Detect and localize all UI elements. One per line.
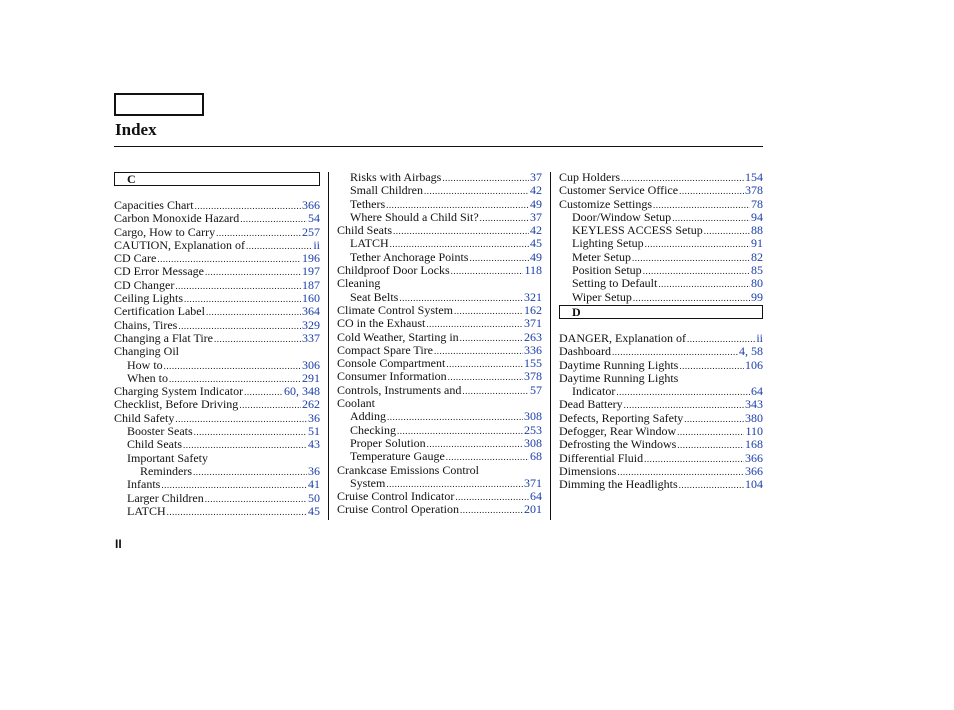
index-column-2 <box>337 171 542 517</box>
index-entry <box>114 252 320 265</box>
page-link[interactable]: 80 <box>751 276 763 291</box>
entry-label: Child Seats <box>127 437 183 452</box>
index-entry <box>337 224 542 237</box>
index-entry <box>559 332 763 345</box>
index-entry <box>337 437 542 450</box>
dot-leader <box>194 426 307 439</box>
index-entry <box>337 251 542 264</box>
index-entry <box>337 357 542 370</box>
index-entry <box>114 305 320 318</box>
index-entry <box>337 237 542 250</box>
entry-label: Wiper Setup <box>572 289 632 304</box>
entry-label: Temperature Gauge <box>350 449 445 464</box>
entry-label: Cleaning <box>337 276 381 291</box>
dot-leader <box>679 479 744 492</box>
index-entry <box>559 224 763 237</box>
dot-leader <box>679 185 744 198</box>
index-entry <box>114 452 320 465</box>
page-link[interactable]: 42 <box>530 183 542 198</box>
index-entry <box>559 251 763 264</box>
entry-label: DANGER, Explanation of <box>559 330 686 345</box>
page-link[interactable]: 60, 348 <box>284 384 320 399</box>
page-link[interactable]: 336 <box>524 342 542 357</box>
index-entry <box>337 384 542 397</box>
dot-leader <box>205 266 301 279</box>
page-link[interactable]: 321 <box>524 289 542 304</box>
title-rule <box>114 146 763 147</box>
page-link[interactable]: 168 <box>745 437 763 452</box>
entry-label: Defogger, Rear Window <box>559 424 677 439</box>
index-entry <box>559 198 763 211</box>
page-link[interactable]: 106 <box>745 357 763 372</box>
page-link[interactable]: 257 <box>302 224 320 239</box>
entry-label: Consumer Information <box>337 369 447 384</box>
dot-leader <box>469 252 529 265</box>
entry-label: Adding <box>350 409 386 424</box>
dot-leader <box>632 252 750 265</box>
index-entry <box>114 505 320 518</box>
entry-label: Reminders <box>140 463 192 478</box>
index-entry <box>114 425 320 438</box>
index-entry <box>114 239 320 252</box>
page-link[interactable]: 263 <box>524 329 542 344</box>
page-link[interactable]: 118 <box>524 263 542 278</box>
dot-leader <box>645 238 750 251</box>
entry-label: Setting to Default <box>572 276 658 291</box>
page-link[interactable]: 99 <box>751 289 763 304</box>
dot-leader <box>644 453 744 466</box>
index-entry <box>337 171 542 184</box>
entry-label: Defects, Reporting Safety <box>559 410 684 425</box>
dot-leader <box>424 185 529 198</box>
index-entry <box>559 359 763 372</box>
entry-label: Customize Settings <box>559 196 652 211</box>
dot-leader <box>387 411 523 424</box>
dot-leader <box>684 413 744 426</box>
page-link[interactable]: 253 <box>524 422 542 437</box>
dot-leader <box>244 386 283 399</box>
page-link[interactable]: 36 <box>308 463 320 478</box>
dot-leader <box>451 265 524 278</box>
index-entry <box>114 332 320 345</box>
dot-leader <box>164 360 301 373</box>
dot-leader <box>462 385 529 398</box>
page-link[interactable]: 364 <box>302 304 320 319</box>
entry-label: Child Seats <box>337 223 393 238</box>
page-link[interactable]: 371 <box>524 316 542 331</box>
entry-label: Defrosting the Windows <box>559 437 677 452</box>
entry-label: Risks with Airbags <box>350 170 442 184</box>
page-link[interactable]: ii <box>313 237 320 252</box>
page-link[interactable]: 291 <box>302 370 320 385</box>
page-link[interactable]: 343 <box>745 397 763 412</box>
entry-label: Larger Children <box>127 490 204 505</box>
index-entry <box>559 171 763 184</box>
entry-label: Climate Control System <box>337 302 453 317</box>
page-link[interactable]: 160 <box>302 291 320 306</box>
index-entry <box>114 412 320 425</box>
index-entry <box>337 477 542 490</box>
entry-label: Coolant <box>337 396 375 411</box>
section-header: C <box>114 172 320 186</box>
entry-label: Cup Holders <box>559 170 620 184</box>
index-entry <box>559 291 763 304</box>
page-link[interactable]: 37 <box>530 209 542 224</box>
entry-label: Daytime Running Lights <box>559 357 679 372</box>
entry-label: Dashboard <box>559 344 611 359</box>
index-column-1 <box>114 171 320 518</box>
dot-leader <box>446 358 523 371</box>
entry-label: Tether Anchorage Points <box>350 249 469 264</box>
page-link[interactable]: 49 <box>530 249 542 264</box>
index-entry <box>114 199 320 212</box>
entry-label: LATCH <box>350 236 389 251</box>
entry-label: Crankcase Emissions Control <box>337 462 479 477</box>
entry-label: Infants <box>127 477 161 492</box>
dot-leader <box>434 345 523 358</box>
entry-label: Changing Oil <box>114 344 179 359</box>
index-entry <box>114 319 320 332</box>
index-entry <box>337 304 542 317</box>
index-entry <box>559 412 763 425</box>
column-divider-1 <box>328 172 329 520</box>
entry-label: Childproof Door Locks <box>337 263 450 278</box>
entry-label: How to <box>127 357 163 372</box>
entry-label: System <box>350 475 386 490</box>
page-link[interactable]: 41 <box>308 477 320 492</box>
entry-label: Carbon Monoxide Hazard <box>114 211 240 226</box>
page-link[interactable]: 196 <box>302 251 320 266</box>
page-link[interactable]: 154 <box>745 170 763 184</box>
index-entry <box>337 211 542 224</box>
page-link[interactable]: 337 <box>302 330 320 345</box>
entry-label: Cold Weather, Starting in <box>337 329 459 344</box>
page-link[interactable]: ii <box>756 330 763 345</box>
page-link[interactable]: 94 <box>751 209 763 224</box>
index-entry <box>337 277 542 290</box>
page-title: Index <box>115 120 157 139</box>
entry-label: Controls, Instruments and <box>337 382 462 397</box>
index-entry <box>559 438 763 451</box>
dot-leader <box>167 506 307 519</box>
page-link[interactable]: 78 <box>751 196 763 211</box>
dot-leader <box>704 225 750 238</box>
index-entry <box>559 385 763 398</box>
page-link[interactable]: 262 <box>302 397 320 412</box>
index-entry <box>559 398 763 411</box>
entry-label: Indicator <box>572 384 616 399</box>
entry-label: CAUTION, Explanation of <box>114 237 245 252</box>
index-entry <box>559 184 763 197</box>
entry-label: Certification Label <box>114 304 205 319</box>
index-entry <box>337 464 542 477</box>
entry-label: Booster Seats <box>127 424 193 439</box>
entry-label: Seat Belts <box>350 289 399 304</box>
entry-label: CO in the Exhaust <box>337 316 426 331</box>
page-link[interactable]: 51 <box>308 424 320 439</box>
index-entry <box>114 385 320 398</box>
entry-label: Where Should a Child Sit? <box>350 209 479 224</box>
entry-label: Small Children <box>350 183 423 198</box>
dot-leader <box>175 413 307 426</box>
index-entry <box>337 397 542 410</box>
dot-leader <box>677 426 744 439</box>
index-entry <box>114 292 320 305</box>
index-entry <box>337 370 542 383</box>
entry-label: Important Safety <box>127 450 208 465</box>
index-entry <box>559 237 763 250</box>
page-link[interactable]: 380 <box>745 410 763 425</box>
page-link[interactable]: 45 <box>530 236 542 251</box>
page-link[interactable]: 155 <box>524 356 542 371</box>
page-link[interactable]: 64 <box>751 384 763 399</box>
page-link[interactable]: 85 <box>751 263 763 278</box>
dot-leader <box>214 333 301 346</box>
dot-leader <box>460 332 523 345</box>
page-link[interactable]: 366 <box>745 450 763 465</box>
page-link[interactable]: 308 <box>524 409 542 424</box>
page-link[interactable]: 4, 58 <box>739 344 763 359</box>
index-entry <box>337 264 542 277</box>
dot-leader <box>193 466 307 479</box>
dot-leader <box>205 493 307 506</box>
entry-label: Checklist, Before Driving <box>114 397 239 412</box>
dot-leader <box>175 280 301 293</box>
page-link[interactable]: 36 <box>308 410 320 425</box>
page-link[interactable]: 110 <box>745 424 763 439</box>
section-tab-box <box>114 93 204 116</box>
page-link[interactable]: 37 <box>530 170 542 184</box>
index-entry <box>114 465 320 478</box>
entry-label: Changing a Flat Tire <box>114 330 214 345</box>
index-entry <box>337 344 542 357</box>
page-link[interactable]: 308 <box>524 435 542 450</box>
entry-label: Customer Service Office <box>559 183 679 198</box>
page-link[interactable]: 187 <box>302 277 320 292</box>
page-link[interactable]: 378 <box>524 369 542 384</box>
dot-leader <box>679 360 744 373</box>
dot-leader <box>480 212 529 225</box>
entry-label: Cruise Control Operation <box>337 502 459 517</box>
index-entry <box>337 198 542 211</box>
entry-label: Child Safety <box>114 410 175 425</box>
page-link[interactable]: 378 <box>745 183 763 198</box>
index-entry <box>114 372 320 385</box>
index-entry <box>559 264 763 277</box>
entry-label: CD Changer <box>114 277 175 292</box>
entry-label: Charging System Indicator <box>114 384 244 399</box>
page-link[interactable]: 366 <box>745 463 763 478</box>
entry-label: Cruise Control Indicator <box>337 489 455 504</box>
entry-label: Daytime Running Lights <box>559 370 679 385</box>
index-entry <box>337 331 542 344</box>
dot-leader <box>633 292 750 305</box>
page-link[interactable]: 49 <box>530 196 542 211</box>
index-entry <box>114 212 320 225</box>
entry-label: Differential Fluid <box>559 450 644 465</box>
entry-label: Dimensions <box>559 463 617 478</box>
index-entry <box>114 359 320 372</box>
index-entry <box>337 490 542 503</box>
dot-leader <box>460 504 523 517</box>
page-link[interactable]: 57 <box>530 382 542 397</box>
index-entry <box>559 277 763 290</box>
dot-leader <box>677 439 744 452</box>
entry-label: Position Setup <box>572 263 642 278</box>
page-link[interactable]: 104 <box>745 477 763 492</box>
dot-leader <box>658 278 750 291</box>
index-entry <box>114 478 320 491</box>
entry-label: Tethers <box>350 196 386 211</box>
entry-label: CD Care <box>114 251 157 266</box>
index-entry <box>559 425 763 438</box>
page-link[interactable]: 82 <box>751 249 763 264</box>
page-link[interactable]: 329 <box>302 317 320 332</box>
entry-label: Dimming the Headlights <box>559 477 678 492</box>
page-number: II <box>115 537 122 551</box>
index-entry <box>559 211 763 224</box>
index-entry <box>114 345 320 358</box>
index-entry <box>559 345 763 358</box>
page-link[interactable]: 162 <box>524 302 542 317</box>
index-entry <box>337 291 542 304</box>
page-link[interactable]: 45 <box>308 503 320 518</box>
page-link[interactable]: 306 <box>302 357 320 372</box>
index-entry <box>114 492 320 505</box>
index-entry <box>559 465 763 478</box>
page-link[interactable]: 54 <box>308 211 320 226</box>
page-link[interactable]: 91 <box>751 236 763 251</box>
index-entry <box>114 226 320 239</box>
column-divider-2 <box>550 172 551 520</box>
page-link[interactable]: 64 <box>530 489 542 504</box>
entry-label: Door/Window Setup <box>572 209 672 224</box>
index-entry <box>337 410 542 423</box>
page-link[interactable]: 68 <box>530 449 542 464</box>
page-link[interactable]: 201 <box>524 502 542 517</box>
page-link[interactable]: 42 <box>530 223 542 238</box>
page-link[interactable]: 197 <box>302 264 320 279</box>
dot-leader <box>454 305 523 318</box>
index-entry <box>337 317 542 330</box>
dot-leader <box>206 306 301 319</box>
dot-leader <box>442 172 529 185</box>
entry-label: LATCH <box>127 503 166 518</box>
entry-label: Ceiling Lights <box>114 291 183 306</box>
section-header: D <box>559 305 763 319</box>
dot-leader <box>643 265 750 278</box>
entry-label: KEYLESS ACCESS Setup <box>572 223 703 238</box>
dot-leader <box>240 213 307 226</box>
index-entry <box>114 265 320 278</box>
page-link[interactable]: 50 <box>308 490 320 505</box>
page-link[interactable]: 366 <box>302 198 320 212</box>
entry-label: Console Compartment <box>337 356 446 371</box>
dot-leader <box>393 225 529 238</box>
dot-leader <box>455 491 529 504</box>
index-entry <box>114 438 320 451</box>
entry-label: Lighting Setup <box>572 236 644 251</box>
entry-label: Meter Setup <box>572 249 631 264</box>
page-link[interactable]: 88 <box>751 223 763 238</box>
entry-label: CD Error Message <box>114 264 204 279</box>
page-link[interactable]: 371 <box>524 475 542 490</box>
index-entry <box>337 503 542 516</box>
index-entry <box>559 478 763 491</box>
index-entry <box>114 398 320 411</box>
index-entry <box>559 452 763 465</box>
entry-label: Chains, Tires <box>114 317 178 332</box>
entry-label: Capacities Chart <box>114 198 194 212</box>
entry-label: When to <box>127 370 168 385</box>
entry-label: Dead Battery <box>559 397 623 412</box>
index-entry <box>337 184 542 197</box>
dot-leader <box>616 386 750 399</box>
index-entry <box>337 424 542 437</box>
index-entry <box>337 450 542 463</box>
entry-label: Cargo, How to Carry <box>114 224 216 239</box>
index-entry <box>114 279 320 292</box>
entry-label: Compact Spare Tire <box>337 342 433 357</box>
index-column-3 <box>559 171 763 492</box>
page-link[interactable]: 43 <box>308 437 320 452</box>
index-entry <box>559 372 763 385</box>
dot-leader <box>239 399 301 412</box>
entry-label: Proper Solution <box>350 435 426 450</box>
entry-label: Checking <box>350 422 396 437</box>
